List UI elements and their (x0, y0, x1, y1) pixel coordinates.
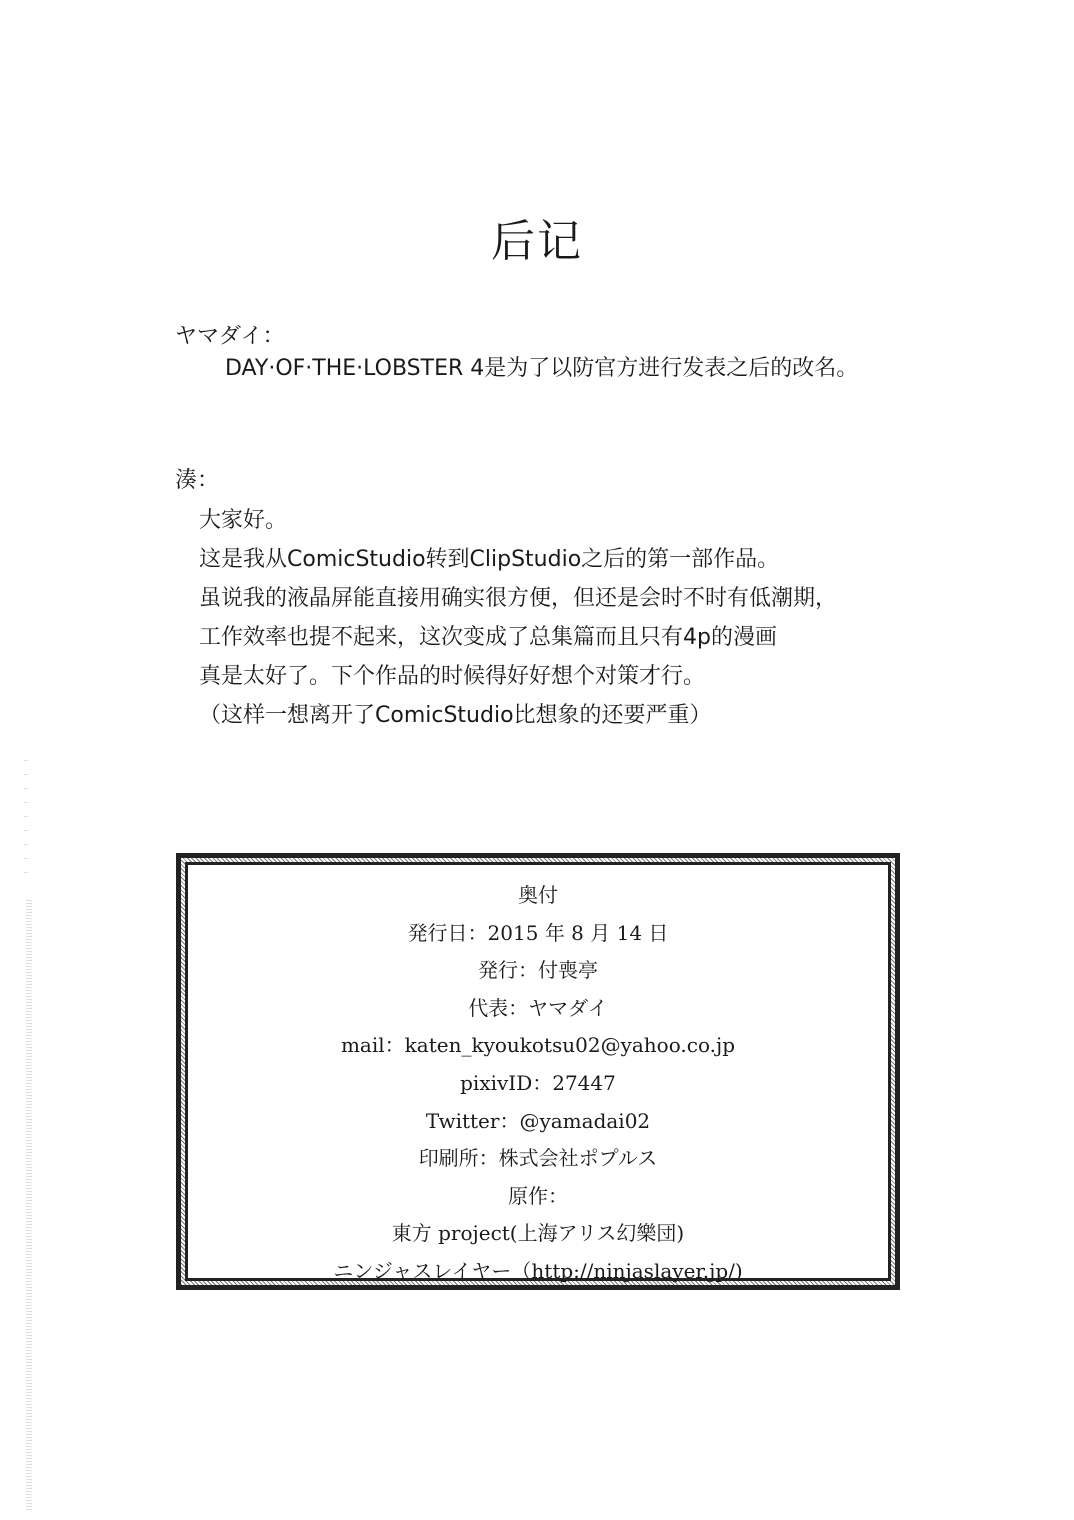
colophon-frame (176, 853, 900, 1290)
colophon-mail: mail：katen_kyoukotsu02@yahoo.co.jp (340, 1033, 736, 1058)
author-minato-note (199, 502, 837, 736)
colophon-original-label: 原作： (508, 1183, 568, 1208)
colophon-original-ninjaslayer: ニンジャスレイヤー（http://ninjaslayer.jp/) (333, 1258, 743, 1283)
note-line: 大家好。 (199, 508, 288, 533)
note-line: （这样一想离开了ComicStudio比想象的还要严重） (199, 703, 712, 728)
note-line: 虽说我的液晶屏能直接用确实很方便，但还是会时不时有低潮期， (199, 586, 838, 611)
scan-dots-artifact (24, 760, 28, 880)
note-line: 这是我从ComicStudio转到ClipStudio之后的第一部作品。 (199, 547, 780, 572)
colophon-printer: 印刷所：株式会社ポプルス (418, 1146, 658, 1171)
page-title: 后记 (491, 216, 583, 267)
author-minato-label: 湊： (175, 468, 220, 493)
scan-edge-artifact (26, 900, 32, 1510)
colophon-twitter: Twitter：@yamadai02 (425, 1108, 651, 1133)
colophon-heading: 奥付 (518, 883, 558, 907)
note-line: 真是太好了。下个作品的时候得好好想个对策才行。 (199, 664, 706, 689)
colophon-pixiv: pixivID：27447 (460, 1070, 616, 1095)
colophon-original-touhou: 東方 project(上海アリス幻樂団) (391, 1221, 685, 1246)
colophon-box (185, 862, 891, 1281)
colophon-representative: 代表：ヤマダイ (468, 995, 608, 1020)
author-yamadai-label: ヤマダイ： (175, 324, 285, 349)
colophon-publisher: 発行：付喪亭 (478, 958, 598, 983)
note-line: 工作效率也提不起来，这次变成了总集篇而且只有4p的漫画 (199, 625, 777, 650)
colophon-publish-date: 発行日：2015 年 8 月 14 日 (407, 920, 669, 945)
author-yamadai-note: DAY·OF·THE·LOBSTER 4是为了以防官方进行发表之后的改名。 (225, 356, 859, 381)
